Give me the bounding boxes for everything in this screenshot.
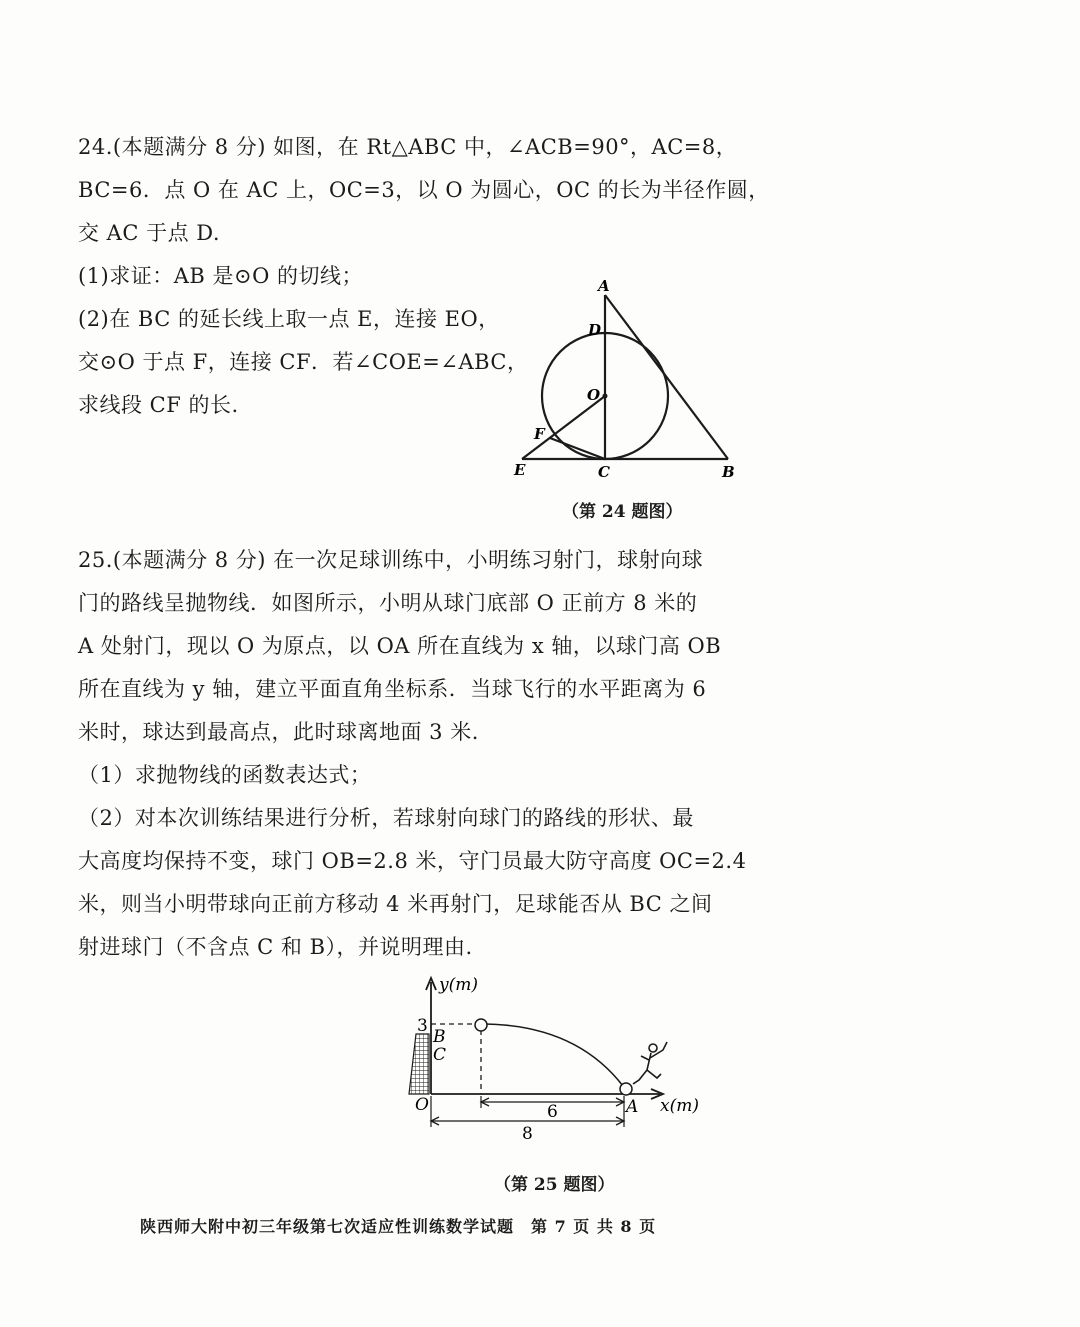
q25-line-5: 米时，球达到最高点，此时球离地面 3 米. xyxy=(78,720,479,744)
label-E: E xyxy=(514,461,526,479)
page-footer: 陕西师大附中初三年级第七次适应性训练数学试题 第 7 页 共 8 页 xyxy=(140,1217,657,1236)
q25-line-8: 大高度均保持不变，球门 OB=2.8 米，守门员最大防守高度 OC=2.4 xyxy=(78,849,747,873)
label-C: C xyxy=(433,1045,447,1065)
center-point-O xyxy=(603,394,608,399)
label-3: 3 xyxy=(417,1016,428,1036)
q24-line-4: (1)求证：AB 是⊙O 的切线； xyxy=(78,264,364,288)
label-D: D xyxy=(588,321,602,339)
q24-line-1: 24.(本题满分 8 分) 如图，在 Rt△ABC 中，∠ACB=90°，AC=8， xyxy=(78,135,738,159)
q24-line-5: (2)在 BC 的延长线上取一点 E，连接 EO， xyxy=(78,307,500,331)
label-A: A xyxy=(626,1097,639,1117)
ball-trajectory xyxy=(481,1024,623,1086)
q24-figure xyxy=(500,275,760,490)
goal-net xyxy=(409,1034,429,1094)
q25-figure xyxy=(395,970,715,1145)
q24-line-7: 求线段 CF 的长. xyxy=(78,393,239,417)
q24-line-2: BC=6．点 O 在 AC 上，OC=3，以 O 为圆心，OC 的长为半径作圆， xyxy=(78,178,770,202)
ball-at-vertex xyxy=(475,1019,487,1031)
label-B: B xyxy=(433,1027,446,1047)
label-6: 6 xyxy=(547,1102,558,1122)
q25-line-6: （1）求抛物线的函数表达式； xyxy=(78,763,372,787)
q24-line-6: 交⊙O 于点 F，连接 CF．若∠COE=∠ABC， xyxy=(78,350,529,374)
x-axis-label: x(m) xyxy=(660,1096,699,1116)
label-O: O xyxy=(587,386,601,404)
label-O: O xyxy=(415,1095,429,1115)
ball-at-A xyxy=(620,1083,632,1095)
q25-figure-caption: （第 25 题图） xyxy=(494,1175,615,1195)
label-8: 8 xyxy=(522,1124,533,1144)
player-figure xyxy=(633,1042,667,1084)
label-C: C xyxy=(598,463,610,481)
segment-CF xyxy=(550,438,605,459)
q25-line-2: 门的路线呈抛物线．如图所示，小明从球门底部 O 正前方 8 米的 xyxy=(78,591,698,615)
q25-line-3: A 处射门，现以 O 为原点，以 OA 所在直线为 x 轴，以球门高 OB xyxy=(78,634,722,658)
label-F: F xyxy=(534,425,545,443)
q25-line-7: （2）对本次训练结果进行分析，若球射向球门的路线的形状、最 xyxy=(78,806,694,830)
q25-line-9: 米，则当小明带球向正前方移动 4 米再射门，足球能否从 BC 之间 xyxy=(78,892,713,916)
q25-line-4: 所在直线为 y 轴，建立平面直角坐标系．当球飞行的水平距离为 6 xyxy=(78,677,707,701)
label-B: B xyxy=(722,463,735,481)
q25-line-10: 射进球门（不含点 C 和 B），并说明理由. xyxy=(78,935,473,959)
y-axis-label: y(m) xyxy=(439,975,478,995)
q25-line-1: 25.(本题满分 8 分) 在一次足球训练中，小明练习射门，球射向球 xyxy=(78,548,704,572)
q24-figure-caption: （第 24 题图） xyxy=(562,502,683,522)
segment-AB xyxy=(605,295,728,459)
label-A: A xyxy=(598,277,610,295)
q24-line-3: 交 AC 于点 D. xyxy=(78,221,221,245)
